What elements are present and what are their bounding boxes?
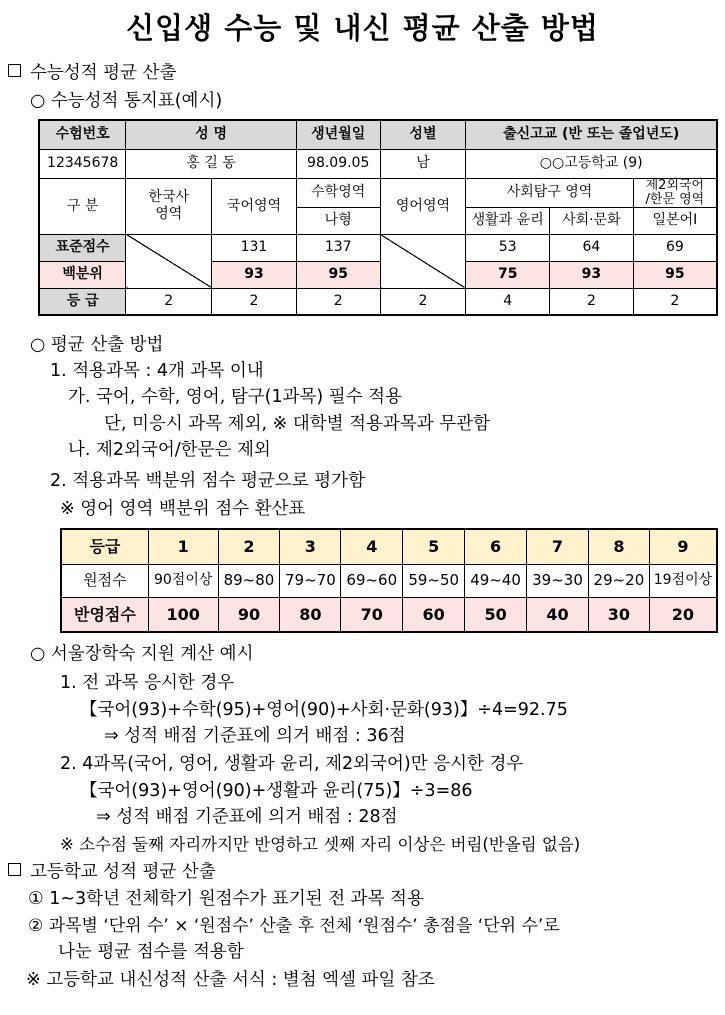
korean-history-na-cell [126, 234, 212, 288]
pct-society-culture: 93 [550, 261, 634, 288]
calc-example-heading: ○ 서울장학숙 지원 계산 예시 [30, 644, 254, 664]
average-method-heading: ○ 평균 산출 방법 [30, 335, 164, 355]
header-second-language: 제2외국어 /한문 영역 [633, 178, 717, 207]
grade-cell: 6 [465, 529, 527, 564]
raw-score-cell: 89~80 [218, 564, 280, 597]
pct-korean: 93 [212, 261, 297, 288]
header-category: 구 분 [39, 178, 126, 234]
header-exam-no: 수험번호 [39, 120, 126, 149]
std-math: 137 [296, 234, 380, 261]
section-label: 고등학교 성적 평균 산출 [30, 862, 216, 882]
school-value: ○○고등학교 (9) [466, 149, 717, 178]
example-2-result: ⇒ 성적 배점 기준표에 의거 배점 : 28점 [96, 807, 398, 827]
header-english: 영어영역 [380, 178, 466, 234]
header-grade: 등급 [61, 529, 148, 564]
header-korean-history: 한국사 영역 [126, 178, 212, 234]
grade-korean: 2 [212, 288, 297, 315]
pct-second-language: 95 [633, 261, 717, 288]
converted-score-cell: 90 [218, 597, 280, 632]
english-na-cell [380, 234, 466, 288]
method-item-2: 2. 적용과목 백분위 점수 평균으로 평가함 [50, 471, 365, 491]
grade-cell: 8 [588, 529, 649, 564]
checkbox-bullet-icon [8, 64, 21, 77]
pct-math: 95 [296, 261, 380, 288]
std-second-language: 69 [633, 234, 717, 261]
birth-value: 98.09.05 [296, 149, 380, 178]
header-ethics: 생활과 윤리 [466, 207, 550, 234]
highschool-item-2-cont: 나눈 평균 점수를 적용함 [58, 942, 244, 962]
page-title: 신입생 수능 및 내신 평균 산출 방법 [126, 11, 599, 45]
std-ethics: 53 [466, 234, 550, 261]
grade-cell: 9 [649, 529, 717, 564]
raw-score-cell: 39~30 [527, 564, 589, 597]
example-2-title: 2. 4과목(국어, 영어, 생활과 윤리, 제2외국어)만 응시한 경우 [60, 754, 524, 774]
raw-score-cell: 49~40 [465, 564, 527, 597]
header-math-type: 나형 [296, 207, 380, 234]
header-converted-score: 반영점수 [61, 597, 148, 632]
sex-value: 남 [380, 149, 466, 178]
example-1-title: 1. 전 과목 응시한 경우 [60, 673, 235, 693]
converted-score-cell: 40 [527, 597, 589, 632]
checkbox-bullet-icon [8, 863, 21, 876]
header-japanese: 일본어Ⅰ [633, 207, 717, 234]
header-school: 출신고교 (반 또는 졸업년도) [466, 120, 717, 149]
section-suneung-heading [8, 61, 176, 85]
method-item-1b: 나. 제2외국어/한문은 제외 [68, 440, 271, 460]
english-conversion-note: ※ 영어 영역 백분위 점수 환산표 [60, 499, 306, 519]
converted-score-cell: 100 [148, 597, 218, 632]
grade-cell: 1 [148, 529, 218, 564]
grade-society-culture: 2 [550, 288, 634, 315]
raw-score-cell: 79~70 [280, 564, 341, 597]
highschool-item-2: ② 과목별 ‘단위 수’ × ‘원점수’ 산출 후 전체 ‘원점수’ 총점을 ‘단위 수’로 [28, 916, 560, 936]
report-card-heading: ○ 수능성적 통지표(예시) [30, 91, 223, 111]
header-math: 수학영역 [296, 178, 380, 207]
example-1-formula: 【국어(93)+수학(95)+영어(90)+사회·문화(93)】÷4=92.75 [80, 700, 568, 720]
converted-score-cell: 50 [465, 597, 527, 632]
grade-cell: 5 [403, 529, 465, 564]
std-society-culture: 64 [550, 234, 634, 261]
header-society-culture: 사회·문화 [550, 207, 634, 234]
grade-cell: 2 [218, 529, 280, 564]
converted-score-cell: 70 [341, 597, 403, 632]
header-korean: 국어영역 [212, 178, 297, 234]
name-value: 홍 길 동 [126, 149, 297, 178]
raw-score-cell: 90점이상 [148, 564, 218, 597]
method-item-1a-note: 단, 미응시 과목 제외, ※ 대학별 적용과목과 무관함 [104, 414, 490, 434]
grade-cell: 4 [341, 529, 403, 564]
method-item-1a: 가. 국어, 수학, 영어, 탐구(1과목) 필수 적용 [68, 387, 402, 407]
header-raw-score: 원점수 [61, 564, 148, 597]
converted-score-cell: 80 [280, 597, 341, 632]
highschool-note: ※ 고등학교 내신성적 산출 서식 : 별첨 엑셀 파일 참조 [26, 970, 435, 990]
suneung-report-table [38, 119, 718, 316]
section-highschool-heading [8, 860, 216, 884]
converted-score-cell: 30 [588, 597, 649, 632]
raw-score-cell: 69~60 [341, 564, 403, 597]
exam-no-value: 12345678 [39, 149, 126, 178]
converted-score-cell: 60 [403, 597, 465, 632]
header-social-studies: 사회탐구 영역 [466, 178, 633, 207]
example-2-formula: 【국어(93)+영어(90)+생활과 윤리(75)】÷3=86 [80, 781, 473, 801]
header-name: 성 명 [126, 120, 297, 149]
grade-english: 2 [380, 288, 466, 315]
row-grade-label: 등 급 [39, 288, 126, 315]
header-sex: 성별 [380, 120, 466, 149]
row-percentile-label: 백분위 [39, 261, 126, 288]
header-birth: 생년월일 [296, 120, 380, 149]
grade-math: 2 [296, 288, 380, 315]
method-item-1: 1. 적용과목 : 4개 과목 이내 [50, 361, 264, 381]
grade-ethics: 4 [466, 288, 550, 315]
example-1-result: ⇒ 성적 배점 기준표에 의거 배점 : 36점 [104, 726, 406, 746]
highschool-item-1: ① 1~3학년 전체학기 원점수가 표기된 전 과목 적용 [28, 889, 424, 909]
pct-ethics: 75 [466, 261, 550, 288]
converted-score-cell: 20 [649, 597, 717, 632]
english-conversion-table [60, 528, 718, 633]
rounding-note: ※ 소수점 둘째 자리까지만 반영하고 셋째 자리 이상은 버림(반올림 없음) [60, 835, 581, 854]
grade-cell: 3 [280, 529, 341, 564]
raw-score-cell: 19점이상 [649, 564, 717, 597]
grade-cell: 7 [527, 529, 589, 564]
std-korean: 131 [212, 234, 297, 261]
grade-second-language: 2 [633, 288, 717, 315]
grade-korean-history: 2 [126, 288, 212, 315]
row-standard-score-label: 표준점수 [39, 234, 126, 261]
raw-score-cell: 29~20 [588, 564, 649, 597]
raw-score-cell: 59~50 [403, 564, 465, 597]
section-label: 수능성적 평균 산출 [30, 63, 177, 83]
